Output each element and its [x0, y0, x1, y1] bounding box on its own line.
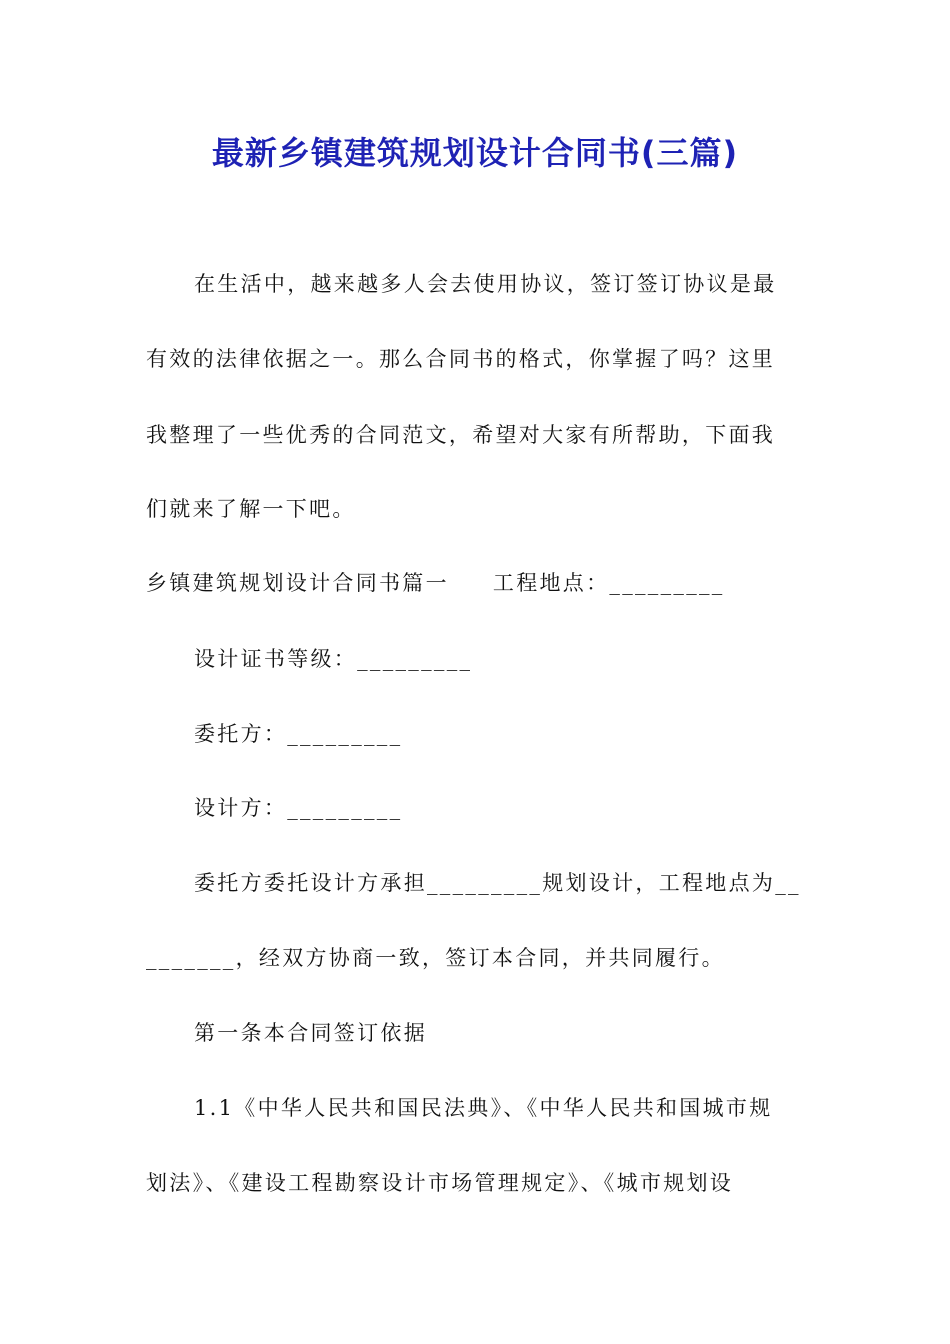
- section-heading: 乡镇建筑规划设计合同书篇一: [146, 571, 449, 595]
- section-heading-row: [146, 568, 725, 598]
- commission-line-1: 委托方委托设计方承担_________规划设计，工程地点为__: [194, 871, 801, 895]
- client-field: 委托方：_________: [194, 722, 403, 746]
- article1-heading: 第一条本合同签订依据: [194, 1021, 427, 1045]
- article1-line-2: 划法》、《建设工程勘察设计市场管理规定》、《城市规划设: [146, 1171, 734, 1195]
- article1-line-1: 1.1《中华人民共和国民法典》、《中华人民共和国城市规: [194, 1096, 773, 1120]
- intro-line-1: 在生活中，越来越多人会去使用协议，签订签订协议是最: [194, 272, 777, 296]
- cert-level-field: 设计证书等级：_________: [194, 647, 473, 671]
- intro-line-4: 们就来了解一下吧。: [146, 497, 356, 521]
- designer-field: 设计方：_________: [194, 796, 403, 820]
- intro-line-3: 我整理了一些优秀的合同范文，希望对大家有所帮助，下面我: [146, 423, 776, 447]
- commission-line-2: _______，经双方协商一致，签订本合同，并共同履行。: [146, 946, 725, 970]
- document-title: 最新乡镇建筑规划设计合同书(三篇): [211, 134, 739, 172]
- project-location-field: 工程地点：_________: [492, 571, 725, 595]
- intro-line-2: 有效的法律依据之一。那么合同书的格式，你掌握了吗？这里: [146, 347, 776, 371]
